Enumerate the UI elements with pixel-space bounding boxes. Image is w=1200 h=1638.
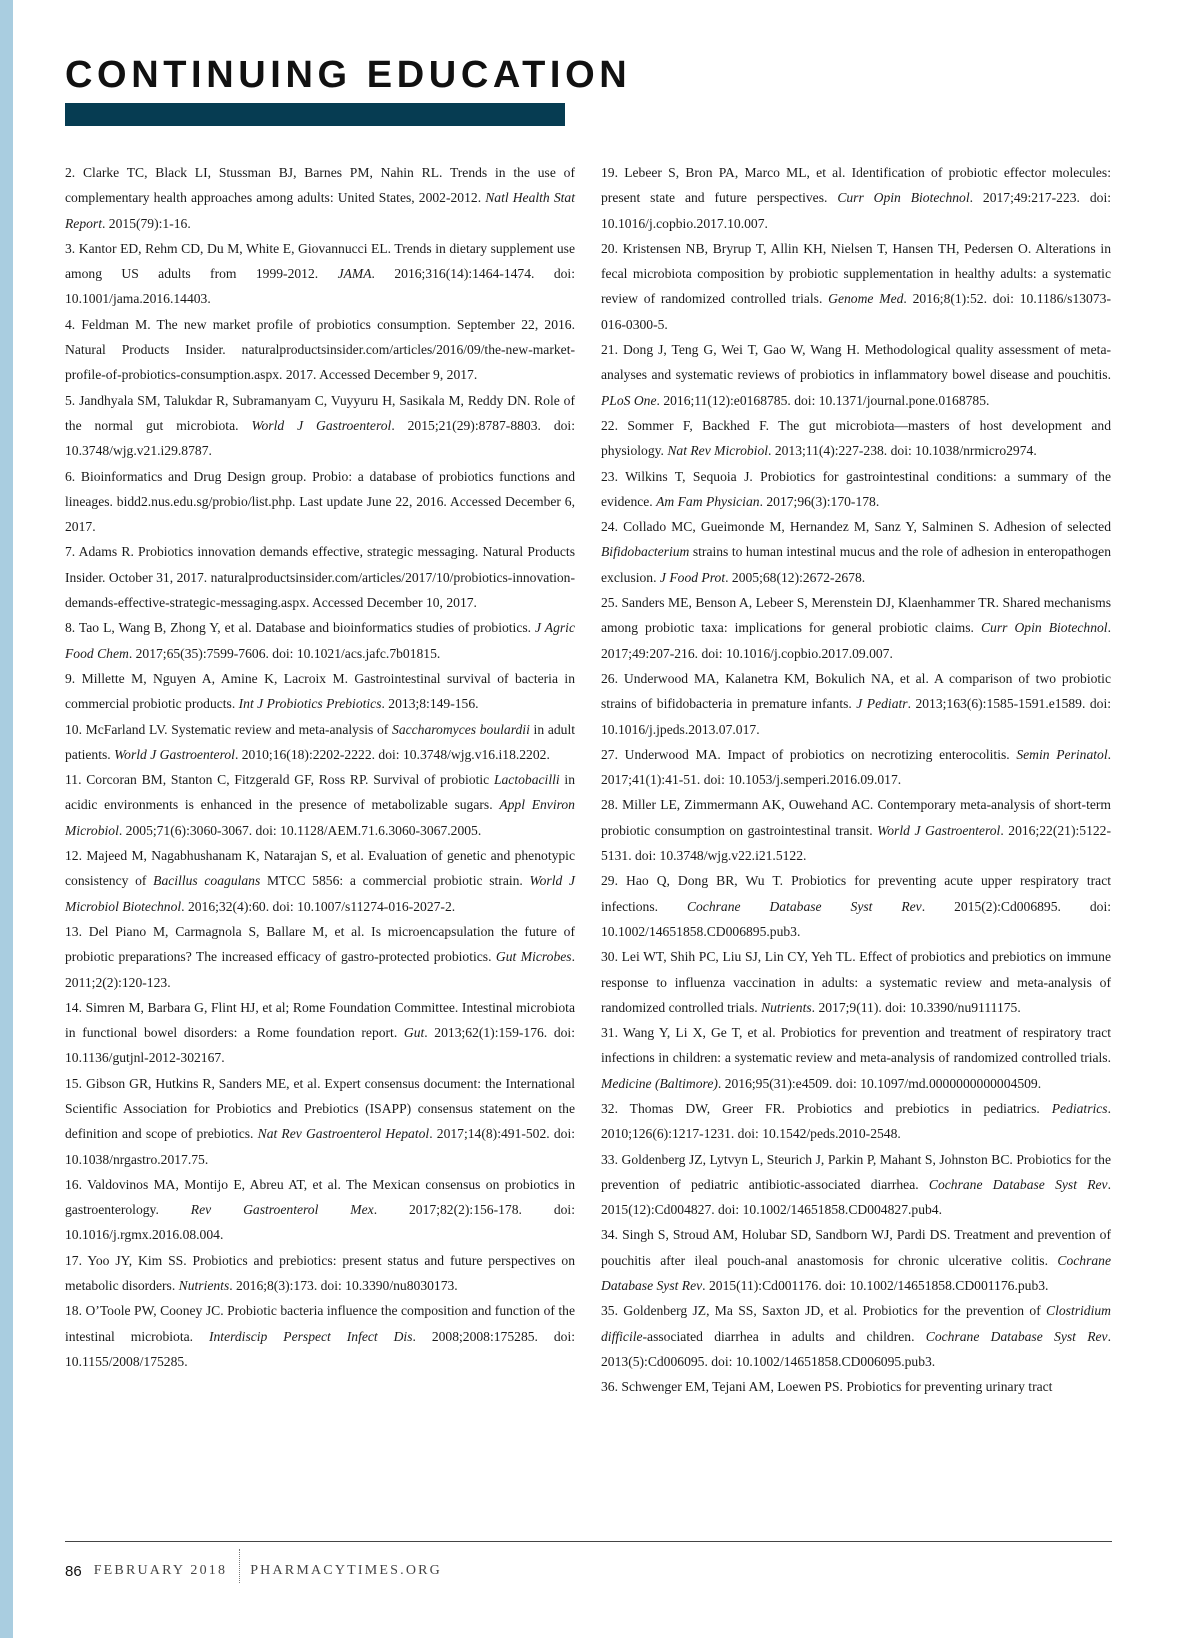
reference-text: . 2016;22(21):5122-5131. doi: 10.3748/wjg.v22.i21.5122. [601, 822, 1111, 864]
reference-text: . 2017;14(8):491-502. doi: 10.1038/nrgastro.2017.75. [65, 1126, 575, 1167]
reference-item [601, 1374, 1111, 1399]
reference-text: . 2017;65(35):7599-7606. doi: 10.1021/acs.jafc.7b01815. [128, 645, 441, 661]
reference-text: 7. Adams R. Probiotics innovation demands effective, strategic messaging. Natural Products Insider. October 31, 2017. naturalproductsinsider.com/articles/2017/10/probiotics-innovation-demands-effective-strategic-messaging.aspx. Accessed December 10, 2017. [65, 544, 575, 611]
reference-item [65, 464, 575, 540]
reference-text: . 2010;126(6):1217-1231. doi: 10.1542/peds.2010-2548. [601, 1100, 1111, 1142]
reference-text: 25. Sanders ME, Benson A, Lebeer S, Merenstein DJ, Klaenhammer TR. Shared mechanisms among probiotic taxa: implications for general probiotic claims. [601, 595, 1111, 636]
reference-italic-text: Medicine (Baltimore) [601, 1075, 718, 1091]
reference-text: MTCC 5856: a commercial probiotic strain. [260, 873, 530, 889]
reference-item [601, 236, 1111, 337]
reference-italic-text: J Agric Food Chem [65, 620, 575, 661]
reference-text: in adult patients. [65, 721, 575, 762]
reference-italic-text: Bifidobacterium [601, 544, 690, 560]
reference-italic-text: Cochrane Database Syst Rev [686, 898, 922, 914]
reference-item [601, 464, 1111, 515]
reference-text: 17. Yoo JY, Kim SS. Probiotics and prebiotics: present status and future perspectives on metabolic disorders. [65, 1252, 575, 1294]
reference-text: . 2005;68(12):2672-2678. [725, 569, 866, 585]
reference-italic-text: J Pediatr [856, 696, 908, 712]
reference-item [601, 514, 1111, 590]
reference-text: 28. Miller LE, Zimmermann AK, Ouwehand AC. Contemporary meta-analysis of short-term probiotic consumption on gastrointestinal transit. [601, 797, 1111, 838]
reference-italic-text: Rev Gastroenterol Mex [190, 1202, 374, 1218]
reference-text: . 2008;2008:175285. doi: 10.1155/2008/175285. [65, 1328, 576, 1369]
reference-text: 23. Wilkins T, Sequoia J. Probiotics for gastrointestinal conditions: a summary of the evidence. [601, 468, 1111, 509]
reference-text: . 2016;8(3):173. doi: 10.3390/nu8030173. [229, 1278, 458, 1294]
footer-divider [65, 1541, 1112, 1542]
references-column-left [65, 160, 575, 1374]
reference-text: -associated diarrhea in adults and children. [642, 1328, 926, 1344]
reference-item [65, 236, 575, 312]
issue-date: FEBRUARY 2018 [93, 1563, 228, 1578]
reference-text: . 2015(79):1-16. [102, 215, 191, 231]
reference-text: 27. Underwood MA. Impact of probiotics on necrotizing enterocolitis. [601, 746, 1017, 762]
reference-text: . 2016;32(4):60. doi: 10.1007/s11274-016-2027-2. [181, 898, 456, 914]
reference-text: 18. O’Toole PW, Cooney JC. Probiotic bacteria influence the composition and function of the intestinal microbiota. [65, 1303, 575, 1344]
reference-italic-text: Lactobacilli [493, 772, 560, 788]
reference-item [601, 1222, 1111, 1298]
reference-italic-text: World J Gastroenterol [114, 746, 235, 762]
reference-italic-text: Bacillus coagulans [153, 873, 261, 889]
reference-italic-text: JAMA [337, 266, 372, 282]
reference-item [65, 1248, 575, 1299]
reference-item [601, 792, 1111, 868]
footer-separator [239, 1549, 240, 1583]
reference-text: . 2013;163(6):1585-1591.e1589. doi: 10.1016/j.jpeds.2013.07.017. [601, 696, 1111, 737]
reference-text: 5. Jandhyala SM, Talukdar R, Subramanyam C, Vuyyuru H, Sasikala M, Reddy DN. Role of the normal gut microbiota. [65, 392, 575, 433]
reference-text: strains to human intestinal mucus and the role of adhesion in enteropathogen exclusion. [601, 544, 1111, 585]
reference-text: 6. Bioinformatics and Drug Design group. Probio: a database of probiotics functions and lineages. bidd2.nus.edu.sg/probio/list.php. Last update June 22, 2016. Accessed December 6, 2017. [65, 468, 575, 535]
reference-text: 10. McFarland LV. Systematic review and meta-analysis of [65, 721, 393, 737]
reference-text: . 2015;21(29):8787-8803. doi: 10.3748/wjg.v21.i29.8787. [65, 417, 575, 459]
reference-italic-text: Cochrane Database Syst Rev [601, 1252, 1111, 1294]
reference-text: . 2015(12):Cd004827. doi: 10.1002/14651858.CD004827.pub4. [601, 1176, 1111, 1218]
reference-text: . 2017;82(2):156-178. doi: 10.1016/j.rgmx.2016.08.004. [65, 1202, 575, 1243]
reference-item [601, 742, 1111, 793]
reference-text: . 2015(2):Cd006895. doi: 10.1002/14651858.CD006895.pub3. [601, 898, 1112, 939]
references-column-right [601, 160, 1111, 1400]
reference-text: 16. Valdovinos MA, Montijo E, Abreu AT, et al. The Mexican consensus on probiotics in gastroenterology. [65, 1176, 575, 1218]
reference-text: . 2017;96(3):170-178. [759, 493, 880, 509]
header-rule-bar [65, 103, 565, 126]
reference-text: . 2013(5):Cd006095. doi: 10.1002/14651858.CD006095.pub3. [601, 1328, 1111, 1369]
reference-italic-text: Natl Health Stat Report [65, 190, 575, 231]
reference-italic-text: Gut [403, 1025, 425, 1041]
reference-italic-text: Cochrane Database Syst Rev [925, 1328, 1108, 1344]
reference-text: . 2017;9(11). doi: 10.3390/nu9111175. [811, 999, 1021, 1015]
reference-italic-text: Curr Opin Biotechnol [837, 190, 970, 206]
reference-item [65, 539, 575, 615]
reference-item [601, 413, 1111, 464]
reference-text: 19. Lebeer S, Bron PA, Marco ML, et al. Identification of probiotic effector molecules: present state and future perspectives. [601, 165, 1111, 206]
reference-item [65, 1298, 575, 1374]
reference-text: . 2013;11(4):227-238. doi: 10.1038/nrmicro2974. [768, 443, 1037, 459]
reference-item [601, 1020, 1111, 1096]
reference-text: 14. Simren M, Barbara G, Flint HJ, et al; Rome Foundation Committee. Intestinal microbiota in functional bowel disorders: a Rome foundation report. [65, 999, 575, 1041]
reference-item [601, 666, 1111, 742]
reference-text: 3. Kantor ED, Rehm CD, Du M, White E, Giovannucci EL. Trends in dietary supplement use among US adults from 1999-2012. [65, 240, 575, 282]
reference-text: 22. Sommer F, Backhed F. The gut microbiota—masters of host development and physiology. [601, 417, 1111, 459]
reference-text: . 2016;316(14):1464-1474. doi: 10.1001/jama.2016.14403. [65, 266, 575, 307]
reference-text: 32. Thomas DW, Greer FR. Probiotics and prebiotics in pediatrics. [601, 1100, 1052, 1116]
website-link[interactable]: PHARMACYTIMES.ORG [250, 1563, 442, 1578]
reference-item [601, 160, 1111, 236]
reference-text: . 2017;41(1):41-51. doi: 10.1053/j.semperi.2016.09.017. [601, 746, 1111, 788]
reference-italic-text: Nat Rev Microbiol [667, 443, 769, 459]
reference-text: 21. Dong J, Teng G, Wei T, Gao W, Wang H. Methodological quality assessment of meta-analyses and systematic reviews of probiotics in inflammatory bowel disease and pouchitis. [601, 342, 1111, 383]
reference-text: . 2017;49:207-216. doi: 10.1016/j.copbio.2017.09.007. [601, 620, 1111, 661]
reference-text: 35. Goldenberg JZ, Ma SS, Saxton JD, et al. Probiotics for the prevention of [601, 1303, 1047, 1319]
reference-item [65, 1071, 575, 1172]
reference-text: 2. Clarke TC, Black LI, Stussman BJ, Barnes PM, Nahin RL. Trends in the use of complementary health approaches among adults: United States, 2002-2012. [65, 165, 575, 206]
reference-text: 20. Kristensen NB, Bryrup T, Allin KH, Nielsen T, Hansen TH, Pedersen O. Alterations in fecal microbiota composition by probiotic supplementation in healthy adults: a systematic review of randomized controlled trials. [601, 240, 1111, 307]
reference-italic-text: Interdiscip Perspect Infect Dis [208, 1328, 413, 1344]
reference-text: 26. Underwood MA, Kalanetra KM, Bokulich NA, et al. A comparison of two probiotic strains of bifidobacteria in premature infants. [601, 670, 1111, 712]
page-title: CONTINUING EDUCATION [65, 54, 632, 96]
reference-italic-text: World J Gastroenterol [251, 417, 392, 433]
reference-text: 11. Corcoran BM, Stanton C, Fitzgerald GF, Ross RP. Survival of probiotic [65, 772, 494, 788]
reference-text: 15. Gibson GR, Hutkins R, Sanders ME, et al. Expert consensus document: the International Scientific Association for Probiotics and Prebiotics (ISAPP) consensus statement on the definition and scope of prebiotics. [65, 1075, 575, 1142]
reference-text: 30. Lei WT, Shih PC, Liu SJ, Lin CY, Yeh TL. Effect of probiotics and prebiotics on immune response to influenza vaccination in adults: a systematic review and meta-analysis of randomized controlled trials. [601, 949, 1111, 1015]
reference-text: 13. Del Piano M, Carmagnola S, Ballare M, et al. Is microencapsulation the future of probiotic preparations? The increased efficacy of gastro-protected probiotics. [65, 923, 575, 965]
reference-item [601, 944, 1111, 1020]
reference-item [65, 388, 575, 464]
reference-text: 31. Wang Y, Li X, Ge T, et al. Probiotics for prevention and treatment of respiratory tract infections in children: a systematic review and meta-analysis of randomized controlled trials. [601, 1025, 1111, 1066]
reference-text: 36. Schwenger EM, Tejani AM, Loewen PS. Probiotics for preventing urinary tract [601, 1379, 1053, 1395]
reference-item [65, 312, 575, 388]
reference-italic-text: Genome Med [828, 291, 904, 307]
reference-item [65, 160, 575, 236]
reference-item [601, 1147, 1111, 1223]
reference-italic-text: World J Microbiol Biotechnol [65, 873, 575, 914]
reference-italic-text: World J Gastroenterol [877, 822, 1001, 838]
reference-text: 24. Collado MC, Gueimonde M, Hernandez M, Sanz Y, Salminen S. Adhesion of selected [601, 519, 1111, 535]
reference-text: . 2010;16(18):2202-2222. doi: 10.3748/wjg.v16.i18.2202. [234, 746, 550, 762]
reference-italic-text: Gut Microbes [495, 949, 572, 965]
reference-text: 8. Tao L, Wang B, Zhong Y, et al. Database and bioinformatics studies of probiotics. [65, 620, 536, 636]
reference-text: . 2016;95(31):e4509. doi: 10.1097/md.0000000000004509. [717, 1075, 1042, 1091]
reference-text: in acidic environments is enhanced in the presence of metabolizable sugars. [65, 772, 575, 813]
reference-text: . 2016;8(1):52. doi: 10.1186/s13073-016-0300-5. [601, 291, 1111, 332]
reference-italic-text: Int J Probiotics Prebiotics [238, 696, 382, 712]
reference-item [601, 337, 1111, 413]
reference-italic-text: PLoS One [601, 392, 657, 408]
reference-italic-text: Saccharomyces boulardii [392, 721, 530, 737]
reference-text: . 2013;8:149-156. [381, 696, 479, 712]
reference-italic-text: Pediatrics [1051, 1100, 1108, 1116]
page-number: 86 [65, 1562, 82, 1580]
reference-item [65, 717, 575, 768]
reference-item [65, 767, 575, 843]
reference-item [65, 615, 575, 666]
reference-italic-text: Am Fam Physician [656, 493, 760, 509]
reference-item [65, 1172, 575, 1248]
reference-italic-text: Clostridium difficile [601, 1303, 1111, 1344]
reference-item [601, 590, 1111, 666]
page-footer [65, 1556, 442, 1586]
reference-text: 34. Singh S, Stroud AM, Holubar SD, Sandborn WJ, Pardi DS. Treatment and prevention of pouchitis after ileal pouch-anal anastomosis for chronic ulcerative colitis. [601, 1227, 1111, 1268]
section-header [65, 46, 632, 126]
reference-item [65, 919, 575, 995]
reference-text: . 2016;11(12):e0168785. doi: 10.1371/journal.pone.0168785. [656, 392, 990, 408]
reference-italic-text: Semin Perinatol [1016, 746, 1108, 762]
reference-text: 12. Majeed M, Nagabhushanam K, Natarajan S, et al. Evaluation of genetic and phenotypic consistency of [65, 848, 575, 889]
reference-text: . 2015(11):Cd001176. doi: 10.1002/14651858.CD001176.pub3. [702, 1278, 1049, 1294]
reference-text: 29. Hao Q, Dong BR, Wu T. Probiotics for preventing acute upper respiratory tract infections. [601, 873, 1111, 914]
reference-italic-text: Nutrients [178, 1278, 230, 1294]
reference-item [601, 868, 1111, 944]
reference-text: 4. Feldman M. The new market profile of probiotics consumption. September 22, 2016. Natural Products Insider. naturalproductsinsider.com/articles/2016/09/the-new-market-profile-of-probiotics-consumption.aspx. 2017. Accessed December 9, 2017. [65, 316, 575, 383]
reference-item [601, 1096, 1111, 1147]
reference-text: . 2005;71(6):3060-3067. doi: 10.1128/AEM.71.6.3060-3067.2005. [118, 822, 482, 838]
reference-text: . 2011;2(2):120-123. [65, 949, 575, 990]
reference-text: . 2017;49:217-223. doi: 10.1016/j.copbio.2017.10.007. [601, 190, 1111, 231]
reference-text: 9. Millette M, Nguyen A, Amine K, Lacroix M. Gastrointestinal survival of bacteria in commercial probiotic products. [65, 670, 575, 712]
side-accent-bar [0, 0, 13, 1638]
reference-item [65, 666, 575, 717]
reference-item [601, 1298, 1111, 1374]
reference-item [65, 995, 575, 1071]
reference-italic-text: Appl Environ Microbiol [65, 797, 575, 838]
reference-text: . 2013;62(1):159-176. doi: 10.1136/gutjnl-2012-302167. [65, 1025, 575, 1066]
reference-italic-text: Nat Rev Gastroenterol Hepatol [257, 1126, 430, 1142]
reference-italic-text: Curr Opin Biotechnol [980, 620, 1108, 636]
reference-item [65, 843, 575, 919]
reference-text: 33. Goldenberg JZ, Lytvyn L, Steurich J, Parkin P, Mahant S, Johnston BC. Probiotics for the prevention of pediatric antibiotic-associated diarrhea. [601, 1151, 1111, 1192]
reference-italic-text: J Food Prot [659, 569, 726, 585]
reference-italic-text: Nutrients [761, 999, 812, 1015]
reference-italic-text: Cochrane Database Syst Rev [928, 1176, 1108, 1192]
